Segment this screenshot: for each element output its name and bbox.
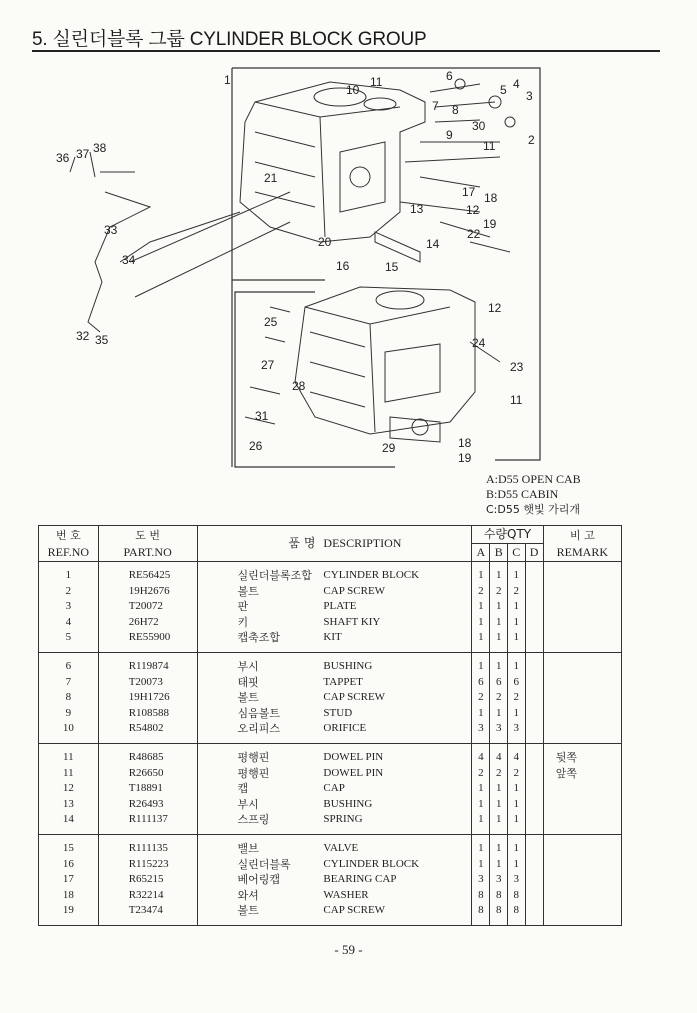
qty-c-cell: 4 xyxy=(507,743,525,765)
qty-d-cell xyxy=(525,743,543,765)
qty-a-cell: 1 xyxy=(472,812,490,834)
remark-cell xyxy=(543,781,621,797)
qty-d-cell xyxy=(525,599,543,615)
exploded-view-diagram xyxy=(40,62,560,482)
qty-d-cell xyxy=(525,857,543,873)
part-no-cell: T18891 xyxy=(98,781,197,797)
qty-a-cell: 1 xyxy=(472,706,490,722)
remark-cell: 앞쪽 xyxy=(543,766,621,782)
qty-b-cell: 1 xyxy=(490,812,508,834)
qty-c-cell: 8 xyxy=(507,903,525,925)
legend-note-a: A:D55 OPEN CAB xyxy=(486,472,581,486)
callout-label: 18 xyxy=(458,436,472,450)
callout-label: 38 xyxy=(93,141,107,155)
description-cell: WASHER xyxy=(319,888,471,904)
qty-b-cell: 2 xyxy=(490,584,508,600)
qty-d-cell xyxy=(525,615,543,631)
qty-c-cell: 1 xyxy=(507,706,525,722)
qty-d-cell xyxy=(525,675,543,691)
qty-c-cell: 1 xyxy=(507,781,525,797)
description-cell: VALVE xyxy=(319,834,471,856)
part-no-cell: R65215 xyxy=(98,872,197,888)
remark-cell xyxy=(543,584,621,600)
qty-d-cell xyxy=(525,812,543,834)
page-number: - 59 - xyxy=(334,942,363,957)
callout-label: 32 xyxy=(76,329,90,343)
korean-name-cell: 평행핀 xyxy=(197,766,319,782)
legend-note-c: C:D55 햇빛 가리개 xyxy=(486,503,580,516)
part-no-cell: R111135 xyxy=(98,834,197,856)
part-no-cell: RE56425 xyxy=(98,562,197,584)
remark-cell xyxy=(543,675,621,691)
qty-a-cell: 1 xyxy=(472,630,490,652)
remark-cell xyxy=(543,903,621,925)
remark-cell xyxy=(543,562,621,584)
remark-cell xyxy=(543,857,621,873)
qty-a-cell: 8 xyxy=(472,888,490,904)
part-no-cell: RE55900 xyxy=(98,630,197,652)
qty-b-cell: 1 xyxy=(490,615,508,631)
qty-b-cell: 1 xyxy=(490,562,508,584)
callout-label: 27 xyxy=(261,358,275,372)
callout-label: 9 xyxy=(446,128,453,142)
qty-b-cell: 1 xyxy=(490,781,508,797)
part-no-cell: R48685 xyxy=(98,743,197,765)
qty-a-cell: 1 xyxy=(472,834,490,856)
qty-c-cell: 1 xyxy=(507,630,525,652)
callout-label: 10 xyxy=(346,83,360,97)
ref-no-cell: 12 xyxy=(39,781,99,797)
callout-label: 12 xyxy=(488,301,502,315)
part-no-cell: R54802 xyxy=(98,721,197,743)
ref-no-cell: 4 xyxy=(39,615,99,631)
ref-no-cell: 3 xyxy=(39,599,99,615)
callout-label: 14 xyxy=(426,237,440,251)
description-cell: CAP xyxy=(319,781,471,797)
ref-no-cell: 5 xyxy=(39,630,99,652)
qty-d-cell xyxy=(525,706,543,722)
callout-label: 28 xyxy=(292,379,306,393)
qty-b-cell: 3 xyxy=(490,872,508,888)
part-no-cell: R26650 xyxy=(98,766,197,782)
part-no-cell: 26H72 xyxy=(98,615,197,631)
qty-b-cell: 1 xyxy=(490,857,508,873)
table-row xyxy=(39,903,622,925)
qty-d-cell xyxy=(525,888,543,904)
callout-label: 11 xyxy=(370,75,383,89)
qty-b-cell: 1 xyxy=(490,834,508,856)
table-row xyxy=(39,615,622,631)
qty-col-b: B xyxy=(490,544,508,562)
callout-label: 19 xyxy=(483,217,497,231)
description-cell: TAPPET xyxy=(319,675,471,691)
korean-name-cell: 볼트 xyxy=(197,690,319,706)
qty-b-cell: 6 xyxy=(490,675,508,691)
qty-b-cell: 1 xyxy=(490,630,508,652)
ref-no-cell: 8 xyxy=(39,690,99,706)
ref-no-cell: 19 xyxy=(39,903,99,925)
part-no-cell: 19H1726 xyxy=(98,690,197,706)
korean-name-cell: 키 xyxy=(197,615,319,631)
qty-c-cell: 1 xyxy=(507,857,525,873)
table-row xyxy=(39,652,622,674)
callout-label: 21 xyxy=(264,171,278,185)
remark-cell xyxy=(543,797,621,813)
callout-label: 25 xyxy=(264,315,278,329)
korean-name-cell: 부시 xyxy=(197,797,319,813)
table-row xyxy=(39,888,622,904)
remark-cell xyxy=(543,872,621,888)
qty-header: 수량QTY xyxy=(472,526,543,544)
description-cell: CAP SCREW xyxy=(319,690,471,706)
table-row xyxy=(39,872,622,888)
qty-b-cell: 1 xyxy=(490,706,508,722)
table-row xyxy=(39,584,622,600)
remark-cell: 뒷쪽 xyxy=(543,743,621,765)
qty-a-cell: 3 xyxy=(472,721,490,743)
ref-no-cell: 9 xyxy=(39,706,99,722)
part-no-cell: T20072 xyxy=(98,599,197,615)
callout-label: 7 xyxy=(432,99,439,113)
remark-cell xyxy=(543,888,621,904)
part-no-cell: T23474 xyxy=(98,903,197,925)
qty-c-cell: 1 xyxy=(507,812,525,834)
callout-label: 18 xyxy=(484,191,498,205)
qty-b-cell: 1 xyxy=(490,652,508,674)
legend-note-b: B:D55 CABIN xyxy=(486,487,559,501)
callout-label: 15 xyxy=(385,260,399,274)
qty-a-cell: 6 xyxy=(472,675,490,691)
table-row xyxy=(39,766,622,782)
qty-b-cell: 1 xyxy=(490,599,508,615)
ref-no-cell: 13 xyxy=(39,797,99,813)
qty-d-cell xyxy=(525,834,543,856)
qty-a-cell: 4 xyxy=(472,743,490,765)
qty-c-cell: 1 xyxy=(507,652,525,674)
korean-name-cell: 캡축조합 xyxy=(197,630,319,652)
table-row xyxy=(39,834,622,856)
ref-no-cell: 16 xyxy=(39,857,99,873)
qty-c-cell: 1 xyxy=(507,599,525,615)
remark-header: 비 고 REMARK xyxy=(543,526,621,562)
description-cell: CYLINDER BLOCK xyxy=(319,857,471,873)
korean-name-cell: 베어링캡 xyxy=(197,872,319,888)
korean-name-cell: 심음볼트 xyxy=(197,706,319,722)
qty-a-cell: 1 xyxy=(472,797,490,813)
qty-c-cell: 3 xyxy=(507,721,525,743)
ref-no-cell: 11 xyxy=(39,766,99,782)
callout-label: 30 xyxy=(472,119,486,133)
qty-d-cell xyxy=(525,630,543,652)
qty-d-cell xyxy=(525,797,543,813)
callout-label: 4 xyxy=(513,77,520,91)
ref-no-cell: 7 xyxy=(39,675,99,691)
callout-label: 22 xyxy=(467,227,481,241)
qty-col-a: A xyxy=(472,544,490,562)
description-cell: KIT xyxy=(319,630,471,652)
qty-d-cell xyxy=(525,652,543,674)
callout-label: 2 xyxy=(528,133,535,147)
qty-a-cell: 2 xyxy=(472,766,490,782)
ref-no-cell: 1 xyxy=(39,562,99,584)
korean-name-cell: 부시 xyxy=(197,652,319,674)
qty-c-cell: 2 xyxy=(507,690,525,706)
ref-no-cell: 11 xyxy=(39,743,99,765)
part-no-cell: R32214 xyxy=(98,888,197,904)
qty-a-cell: 1 xyxy=(472,652,490,674)
qty-a-cell: 2 xyxy=(472,584,490,600)
qty-d-cell xyxy=(525,781,543,797)
part-header: 도 번 PART.NO xyxy=(98,526,197,562)
qty-c-cell: 2 xyxy=(507,766,525,782)
table-row xyxy=(39,781,622,797)
qty-a-cell: 1 xyxy=(472,599,490,615)
callout-label: 19 xyxy=(458,451,472,465)
ref-no-cell: 17 xyxy=(39,872,99,888)
callout-label: 34 xyxy=(122,253,136,267)
parts-table xyxy=(38,525,622,926)
korean-name-cell: 스프링 xyxy=(197,812,319,834)
qty-b-cell: 8 xyxy=(490,888,508,904)
remark-cell xyxy=(543,706,621,722)
description-cell: ORIFICE xyxy=(319,721,471,743)
remark-cell xyxy=(543,834,621,856)
korean-name-cell: 실린더블록 xyxy=(197,857,319,873)
callout-label: 29 xyxy=(382,441,396,455)
qty-b-cell: 1 xyxy=(490,797,508,813)
qty-d-cell xyxy=(525,872,543,888)
remark-cell xyxy=(543,630,621,652)
callout-label: 13 xyxy=(410,202,424,216)
table-row xyxy=(39,690,622,706)
qty-c-cell: 1 xyxy=(507,615,525,631)
qty-col-d: D xyxy=(525,544,543,562)
description-cell: CAP SCREW xyxy=(319,903,471,925)
ref-no-cell: 14 xyxy=(39,812,99,834)
callout-label: 37 xyxy=(76,147,90,161)
description-cell: PLATE xyxy=(319,599,471,615)
korean-name-cell: 와셔 xyxy=(197,888,319,904)
qty-d-cell xyxy=(525,721,543,743)
korean-name-cell: 실린더블록조합 xyxy=(197,562,319,584)
callout-label: 16 xyxy=(336,259,350,273)
description-cell: BUSHING xyxy=(319,797,471,813)
qty-d-cell xyxy=(525,690,543,706)
callout-label: 5 xyxy=(500,83,507,97)
callout-label: 6 xyxy=(446,69,453,83)
qty-d-cell xyxy=(525,903,543,925)
description-cell: STUD xyxy=(319,706,471,722)
remark-cell xyxy=(543,721,621,743)
ref-header: 번 호 REF.NO xyxy=(39,526,99,562)
ref-no-cell: 10 xyxy=(39,721,99,743)
korean-name-cell: 태핏 xyxy=(197,675,319,691)
qty-b-cell: 8 xyxy=(490,903,508,925)
table-row xyxy=(39,706,622,722)
description-cell: BEARING CAP xyxy=(319,872,471,888)
qty-b-cell: 3 xyxy=(490,721,508,743)
qty-c-cell: 1 xyxy=(507,562,525,584)
remark-cell xyxy=(543,812,621,834)
table-row xyxy=(39,857,622,873)
callout-label: 11 xyxy=(483,139,496,153)
qty-a-cell: 8 xyxy=(472,903,490,925)
callout-label: 36 xyxy=(56,151,70,165)
callout-label: 24 xyxy=(472,336,486,350)
title-rule xyxy=(32,50,660,52)
ref-no-cell: 6 xyxy=(39,652,99,674)
qty-col-c: C xyxy=(507,544,525,562)
description-cell: DOWEL PIN xyxy=(319,766,471,782)
qty-a-cell: 3 xyxy=(472,872,490,888)
description-cell: SHAFT KIY xyxy=(319,615,471,631)
table-row xyxy=(39,797,622,813)
table-row xyxy=(39,675,622,691)
remark-cell xyxy=(543,615,621,631)
qty-d-cell xyxy=(525,766,543,782)
qty-a-cell: 2 xyxy=(472,690,490,706)
part-no-cell: R119874 xyxy=(98,652,197,674)
callout-label: 33 xyxy=(104,223,118,237)
description-cell: SPRING xyxy=(319,812,471,834)
part-no-cell: R111137 xyxy=(98,812,197,834)
korean-name-cell: 평행핀 xyxy=(197,743,319,765)
qty-d-cell xyxy=(525,584,543,600)
callout-label: 1 xyxy=(224,73,231,87)
qty-b-cell: 4 xyxy=(490,743,508,765)
remark-cell xyxy=(543,599,621,615)
description-cell: BUSHING xyxy=(319,652,471,674)
description-cell: CYLINDER BLOCK xyxy=(319,562,471,584)
callout-label: 23 xyxy=(510,360,524,374)
qty-c-cell: 6 xyxy=(507,675,525,691)
table-row xyxy=(39,599,622,615)
callout-label: 8 xyxy=(452,103,459,117)
qty-c-cell: 1 xyxy=(507,797,525,813)
part-no-cell: R108588 xyxy=(98,706,197,722)
callout-label: 31 xyxy=(255,409,269,423)
korean-name-cell: 캡 xyxy=(197,781,319,797)
description-header: DESCRIPTION xyxy=(319,526,471,562)
qty-b-cell: 2 xyxy=(490,690,508,706)
qty-a-cell: 1 xyxy=(472,615,490,631)
korean-name-cell: 판 xyxy=(197,599,319,615)
korean-name-cell: 볼트 xyxy=(197,584,319,600)
korean-name-cell: 오리피스 xyxy=(197,721,319,743)
part-no-cell: T20073 xyxy=(98,675,197,691)
ref-no-cell: 15 xyxy=(39,834,99,856)
qty-a-cell: 1 xyxy=(472,562,490,584)
remark-cell xyxy=(543,652,621,674)
part-no-cell: 19H2676 xyxy=(98,584,197,600)
qty-a-cell: 1 xyxy=(472,781,490,797)
part-no-cell: R26493 xyxy=(98,797,197,813)
table-row xyxy=(39,812,622,834)
qty-c-cell: 2 xyxy=(507,584,525,600)
description-cell: DOWEL PIN xyxy=(319,743,471,765)
table-row xyxy=(39,721,622,743)
part-no-cell: R115223 xyxy=(98,857,197,873)
korean-name-cell: 밸브 xyxy=(197,834,319,856)
table-row xyxy=(39,562,622,584)
ref-no-cell: 18 xyxy=(39,888,99,904)
callout-label: 3 xyxy=(526,89,533,103)
callout-label: 26 xyxy=(249,439,263,453)
qty-a-cell: 1 xyxy=(472,857,490,873)
qty-b-cell: 2 xyxy=(490,766,508,782)
qty-c-cell: 3 xyxy=(507,872,525,888)
remark-cell xyxy=(543,690,621,706)
qty-c-cell: 1 xyxy=(507,834,525,856)
table-row xyxy=(39,743,622,765)
callout-label: 11 xyxy=(510,393,523,407)
description-cell: CAP SCREW xyxy=(319,584,471,600)
callout-label: 12 xyxy=(466,203,480,217)
ref-no-cell: 2 xyxy=(39,584,99,600)
qty-c-cell: 8 xyxy=(507,888,525,904)
page-title: 5. 실린더블록 그룹 CYLINDER BLOCK GROUP xyxy=(32,29,427,50)
callout-label: 17 xyxy=(462,185,476,199)
qty-d-cell xyxy=(525,562,543,584)
callout-label: 20 xyxy=(318,235,332,249)
callout-label: 35 xyxy=(95,333,109,347)
korean-name-cell: 볼트 xyxy=(197,903,319,925)
name-kr-header: 품 명 xyxy=(197,526,319,562)
table-row xyxy=(39,630,622,652)
